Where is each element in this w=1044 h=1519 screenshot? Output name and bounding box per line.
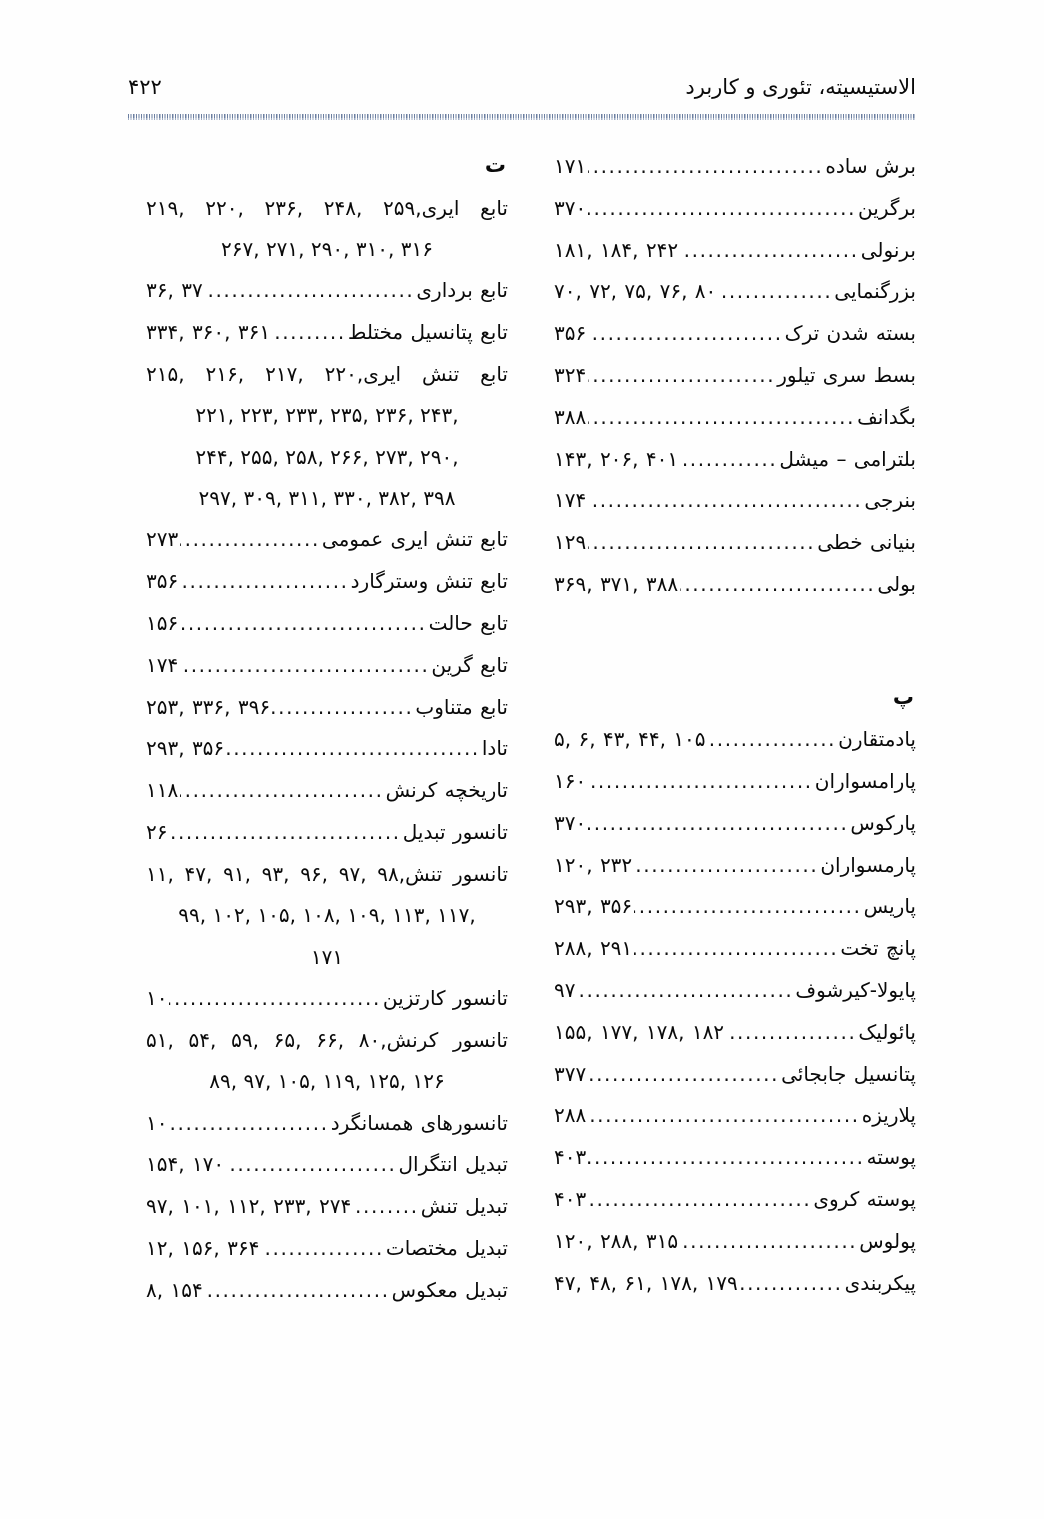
index-entry-pages: ۳۵۶ <box>146 569 179 594</box>
index-entry <box>554 1099 916 1132</box>
index-entry-row <box>146 607 508 640</box>
leader-dots <box>205 1274 390 1307</box>
index-entry <box>554 150 916 183</box>
index-entry-pages: ۱۲۰, ۲۸۸, ۳۱۵ <box>554 1228 679 1253</box>
index-entry <box>146 858 508 890</box>
leader-dots <box>588 1141 864 1174</box>
index-entry <box>554 807 916 840</box>
leader-dots <box>588 401 855 434</box>
index-entry-pages: ۲۹۳, ۳۵۶ <box>146 736 225 761</box>
leader-dots <box>205 274 415 307</box>
index-entry-pages-continued: ۲۹۷, ۳۰۹, ۳۱۱, ۳۳۰, ۳۸۲, ۳۹۸ <box>198 486 456 511</box>
index-entry-label: تابع تنش وسترگارد <box>350 569 508 594</box>
index-entry-pages: ۲۸۸, ۲۹۱ <box>554 936 633 961</box>
index-entry-row <box>146 816 508 849</box>
index-entry <box>554 192 916 225</box>
index-entry-pages-continued: ۲۴۴, ۲۵۵, ۲۵۸, ۲۶۶, ۲۷۳, ۲۹۰, <box>195 444 459 469</box>
index-entry-pages: ۱۸۱, ۱۸۴, ۲۴۲ <box>554 237 679 262</box>
leader-dots <box>353 1190 418 1223</box>
index-entry-row <box>146 774 508 807</box>
index-entry-label: پوسته کروی <box>813 1187 916 1212</box>
index-entry-row <box>146 649 508 682</box>
index-entry-row <box>554 849 916 882</box>
leader-dots <box>588 1058 779 1091</box>
index-entry-label: پانچ تخت <box>840 936 916 961</box>
index-entry-row <box>554 150 916 183</box>
index-entry-row <box>554 723 916 756</box>
leader-dots <box>634 932 838 965</box>
leader-dots <box>680 443 777 476</box>
leader-dots <box>180 565 348 598</box>
index-entry-label: تادا <box>481 736 508 761</box>
page-number: ۴۲۲ <box>128 75 162 99</box>
index-entry <box>554 484 916 517</box>
index-entry <box>146 649 508 682</box>
index-entry-label: تانسورهای همسانگرد <box>330 1110 508 1135</box>
index-entry <box>554 765 916 798</box>
index-entry <box>554 1267 916 1300</box>
index-entry <box>146 316 508 349</box>
index-entry-label: برگرین <box>858 195 916 220</box>
index-entry-label: بگدانف <box>857 404 916 429</box>
index-entry-pages: ۱۴۳, ۲۰۶, ۴۰۱ <box>554 446 679 471</box>
index-entry-label: تابع تنش ایری عمومی <box>321 527 508 552</box>
leader-dots <box>708 723 837 756</box>
index-entry-row <box>146 316 508 349</box>
leader-dots <box>180 649 429 682</box>
index-entry-label: بلترامی – میشل <box>779 446 916 471</box>
index-entry-pages: ۱۶۰ <box>554 769 587 794</box>
index-entry-pages: ۲۹۳, ۳۵۶ <box>554 894 633 919</box>
index-entry-row <box>554 401 916 434</box>
index-entry-label: تابع حالت <box>428 611 508 636</box>
index-entry-label: تانسور تبدیل <box>402 820 508 845</box>
index-entry-row <box>554 1016 916 1049</box>
leader-dots <box>588 807 848 840</box>
index-entry <box>554 723 916 756</box>
index-entry-label: تبدیل مختصات <box>385 1235 508 1260</box>
index-entry <box>146 565 508 598</box>
index-entry-pages: ۲۱۵, ۲۱۶, ۲۱۷, ۲۲۰, <box>146 361 364 386</box>
index-entry-row <box>554 932 916 965</box>
index-column-left <box>146 150 508 1419</box>
index-entry-pages: ۳۳۴, ۳۶۰, ۳۶۱ <box>146 320 271 345</box>
index-entry-group-pe <box>554 723 916 1299</box>
index-entry-label: پارامسواران <box>814 769 916 794</box>
index-entry-pages: ۲۷۳ <box>146 527 179 552</box>
index-entry <box>146 1024 508 1056</box>
leader-dots <box>180 607 426 640</box>
index-entry <box>146 691 508 724</box>
index-entry-label: تانسور کرنش <box>386 1027 508 1052</box>
index-entry <box>146 1190 508 1223</box>
leader-dots <box>226 1148 396 1181</box>
running-head <box>128 72 916 108</box>
index-entry-row <box>146 1190 508 1223</box>
book-title: الاستیسیته، تئوری و کاربرد <box>685 75 916 99</box>
index-entry-row <box>554 443 916 476</box>
leader-dots <box>680 234 859 267</box>
index-entry-row <box>554 192 916 225</box>
index-entry <box>554 974 916 1007</box>
index-entry-row <box>554 359 916 392</box>
index-entry <box>146 607 508 640</box>
header-rule-band-lower <box>128 118 916 120</box>
index-entry-label: برش ساده <box>825 154 916 178</box>
index-entry-pages: ۱۷۴ <box>146 652 179 677</box>
index-entry-label: تابع تنش ایری <box>363 361 508 386</box>
index-entry-pages: ۳۲۴ <box>554 362 587 387</box>
index-entry-label: پتانسیل جابجائی <box>781 1061 916 1086</box>
index-entry-group-te <box>146 192 508 1307</box>
leader-dots <box>180 774 383 807</box>
index-entry-label: پارکوس <box>850 810 916 835</box>
leader-dots <box>169 982 380 1015</box>
index-entry-row <box>146 1232 508 1265</box>
index-entry <box>554 1141 916 1174</box>
leader-dots <box>588 1183 811 1216</box>
index-entry-pages: ۱۲۹ <box>554 530 587 555</box>
leader-dots <box>588 317 782 350</box>
index-entry-pages: ۲۸۸ <box>554 1103 587 1128</box>
index-entry-row <box>554 1183 916 1216</box>
index-entry-label: پوسته <box>866 1145 916 1170</box>
index-entry <box>554 890 916 923</box>
index-entry-row <box>146 982 508 1015</box>
index-entry-pages: ۱۲, ۱۵۶, ۳۶۴ <box>146 1235 260 1260</box>
index-entry-row <box>146 1148 508 1181</box>
index-entry-pages: ۵۱, ۵۴, ۵۹, ۶۵, ۶۶, ۸۰, <box>146 1027 387 1052</box>
index-entry-row <box>554 1267 916 1300</box>
index-entry-group-b <box>554 150 916 601</box>
index-entry <box>146 816 508 849</box>
index-entry <box>554 849 916 882</box>
index-entry-label: بزرگنمایی <box>834 279 916 304</box>
index-entry-pages: ۱۰ <box>146 1110 168 1135</box>
leader-dots <box>261 1232 384 1265</box>
index-entry-pages: ۳۶, ۳۷ <box>146 278 203 303</box>
index-entry-label: تاریخچه کرنش <box>385 778 508 803</box>
leader-dots <box>588 359 775 392</box>
index-entry-pages-continued: ۹۹, ۱۰۲, ۱۰۵, ۱۰۸, ۱۰۹, ۱۱۳, ۱۱۷, <box>178 903 476 928</box>
index-entry-row <box>554 275 916 308</box>
leader-dots <box>740 1267 843 1300</box>
index-entry <box>554 932 916 965</box>
leader-dots <box>169 1107 328 1140</box>
leader-dots <box>588 192 856 225</box>
leader-dots <box>272 316 346 349</box>
index-entry <box>554 1225 916 1258</box>
index-entry-pages: ۹۷ <box>554 978 576 1003</box>
index-entry-label: بسته شدن ترک <box>784 321 916 346</box>
index-entry-pages: ۱۰ <box>146 985 168 1010</box>
index-entry <box>146 982 508 1015</box>
index-entry-pages: ۲۶ <box>146 820 168 845</box>
index-entry <box>554 526 916 559</box>
index-entry-row <box>146 523 508 556</box>
index-entry-row <box>554 1099 916 1132</box>
leader-dots <box>718 275 832 308</box>
index-entry-pages: ۱۵۴, ۱۷۰ <box>146 1152 225 1177</box>
index-entry-pages: ۱۵۶ <box>146 611 179 636</box>
index-entry-pages: ۴۷, ۴۸, ۶۱, ۱۷۸, ۱۷۹ <box>554 1270 738 1295</box>
index-entry-label: برنولی <box>860 237 916 262</box>
index-entry-label: پادمتقارن <box>838 727 916 752</box>
index-entry-pages: ۹۷, ۱۰۱, ۱۱۲, ۲۳۳, ۲۷۴ <box>146 1194 352 1219</box>
index-entry-label: تابع ایری <box>421 195 508 220</box>
index-entry-pages: ۲۵۳, ۳۳۶, ۳۹۶ <box>146 694 271 719</box>
index-entry-row <box>554 317 916 350</box>
index-entry <box>554 234 916 267</box>
index-entry <box>554 275 916 308</box>
index-entry-label: پولوس <box>859 1228 916 1253</box>
index-entry-row <box>554 484 916 517</box>
index-entry-pages: ۳۷۷ <box>554 1061 587 1086</box>
index-entry-pages: ۳۸۸ <box>554 404 587 429</box>
index-entry <box>554 568 916 601</box>
index-entry-label: بسط سری تیلور <box>777 362 916 387</box>
index-entry-label: بولی <box>877 571 916 596</box>
index-entry-label: تبدیل انتگرال <box>398 1152 508 1177</box>
leader-dots <box>588 526 815 559</box>
index-entry-pages: ۳۷۰ <box>554 195 587 220</box>
leader-dots <box>169 816 400 849</box>
index-entry-pages-continued: ۲۲۱, ۲۲۳, ۲۳۳, ۲۳۵, ۲۳۶, ۲۴۳, <box>195 403 459 428</box>
leader-dots <box>180 523 320 556</box>
index-entry <box>146 732 508 765</box>
index-entry-pages: ۱۲۰, ۲۳۲ <box>554 852 633 877</box>
index-entry-pages: ۲۱۹, ۲۲۰, ۲۳۶, ۲۴۸, ۲۵۹, <box>146 195 422 220</box>
index-entry-row <box>146 1274 508 1307</box>
index-entry-row <box>554 234 916 267</box>
header-rule <box>128 113 916 120</box>
index-entry-row <box>554 807 916 840</box>
index-entry <box>554 359 916 392</box>
index-entry <box>146 192 508 224</box>
index-entry-label: تانسور کارتزین <box>382 985 508 1010</box>
index-entry-row <box>554 1058 916 1091</box>
index-entry-pages: ۱۵۵, ۱۷۷, ۱۷۸, ۱۸۲ <box>554 1019 725 1044</box>
index-entry-row <box>554 526 916 559</box>
index-entry-pages-continued: ۱۷۱ <box>310 944 344 969</box>
leader-dots <box>680 568 875 601</box>
index-entry-label: بنیانی خطی <box>817 530 916 555</box>
index-entry-pages-continued: ۸۹, ۹۷, ۱۰۵, ۱۱۹, ۱۲۵, ۱۲۶ <box>209 1069 445 1094</box>
index-entry-label: پیکربندی <box>844 1270 916 1295</box>
index-entry-pages: ۷۰, ۷۲, ۷۵, ۷۶, ۸۰ <box>554 279 717 304</box>
index-entry-pages: ۴۰۳ <box>554 1187 587 1212</box>
index-entry <box>146 523 508 556</box>
index-entry <box>146 358 508 390</box>
index-entry-label: پاریس <box>863 894 916 919</box>
index-entry-row <box>554 765 916 798</box>
index-entry-pages: ۱۱, ۴۷, ۹۱, ۹۳, ۹۶, ۹۷, ۹۸, <box>146 861 406 886</box>
index-entry <box>554 1016 916 1049</box>
index-entry-pages: ۱۱۸ <box>146 778 179 803</box>
index-entry <box>146 1274 508 1307</box>
index-entry-label: پائولیک <box>858 1019 916 1044</box>
leader-dots <box>588 1099 860 1132</box>
index-entry-pages-continued: ۲۶۷, ۲۷۱, ۲۹۰, ۳۱۰, ۳۱۶ <box>221 236 433 261</box>
index-columns <box>128 150 916 1419</box>
index-entry <box>146 274 508 307</box>
index-column-right <box>554 150 916 1419</box>
index-entry-row <box>554 890 916 923</box>
index-entry-label: تابع پتانسیل مختلط <box>347 320 508 345</box>
index-entry-pages: ۱۷۱ <box>554 154 587 178</box>
index-entry <box>554 443 916 476</box>
index-entry-label: پلاریزه <box>861 1103 916 1128</box>
index-entry <box>554 317 916 350</box>
index-entry-pages: ۳۷۰ <box>554 810 587 835</box>
index-entry-label: پارمسواران <box>820 852 916 877</box>
section-spacer <box>554 610 916 682</box>
index-entry-label: پایولا-کیرشوف <box>795 978 916 1003</box>
index-entry-pages: ۱۷۴ <box>554 488 587 513</box>
index-entry-row <box>554 568 916 601</box>
section-letter-te: ت <box>484 153 506 177</box>
index-entry-label: تابع برداری <box>416 278 508 303</box>
index-entry-pages: ۳۶۹, ۳۷۱, ۳۸۸ <box>554 571 679 596</box>
index-entry-row <box>554 1225 916 1258</box>
index-entry-row <box>554 974 916 1007</box>
index-entry-label: تبدیل معکوس <box>391 1277 508 1302</box>
index-entry <box>146 1148 508 1181</box>
index-entry-row <box>146 274 508 307</box>
leader-dots <box>272 691 413 724</box>
leader-dots <box>588 484 862 517</box>
section-letter-pe: پ <box>892 684 914 709</box>
index-entry-pages: ۴۰۳ <box>554 1145 587 1170</box>
leader-dots <box>726 1016 856 1049</box>
index-entry-pages: ۵, ۶, ۴۳, ۴۴, ۱۰۵ <box>554 727 706 752</box>
index-entry <box>554 401 916 434</box>
index-entry <box>146 1232 508 1265</box>
leader-dots <box>226 732 480 765</box>
leader-dots <box>588 150 823 183</box>
index-entry-row <box>146 1107 508 1140</box>
leader-dots <box>680 1225 857 1258</box>
index-entry-row <box>554 1141 916 1174</box>
index-entry-label: تابع گرین <box>431 652 508 677</box>
index-entry <box>554 1183 916 1216</box>
index-entry-row <box>146 565 508 598</box>
index-entry-label: تانسور تنش <box>405 861 509 886</box>
index-entry-pages: ۸, ۱۵۴ <box>146 1277 203 1302</box>
index-entry-row <box>146 732 508 765</box>
leader-dots <box>577 974 793 1007</box>
leader-dots <box>634 849 818 882</box>
index-entry-pages: ۳۵۶ <box>554 321 587 346</box>
index-entry-row <box>146 691 508 724</box>
index-entry <box>146 1107 508 1140</box>
leader-dots <box>588 765 813 798</box>
index-entry-label: بنرجی <box>864 488 916 513</box>
leader-dots <box>634 890 861 923</box>
index-entry <box>146 774 508 807</box>
index-entry-label: تبدیل تنش <box>420 1194 508 1219</box>
index-entry <box>554 1058 916 1091</box>
index-entry-label: تابع متناوب <box>415 694 508 719</box>
